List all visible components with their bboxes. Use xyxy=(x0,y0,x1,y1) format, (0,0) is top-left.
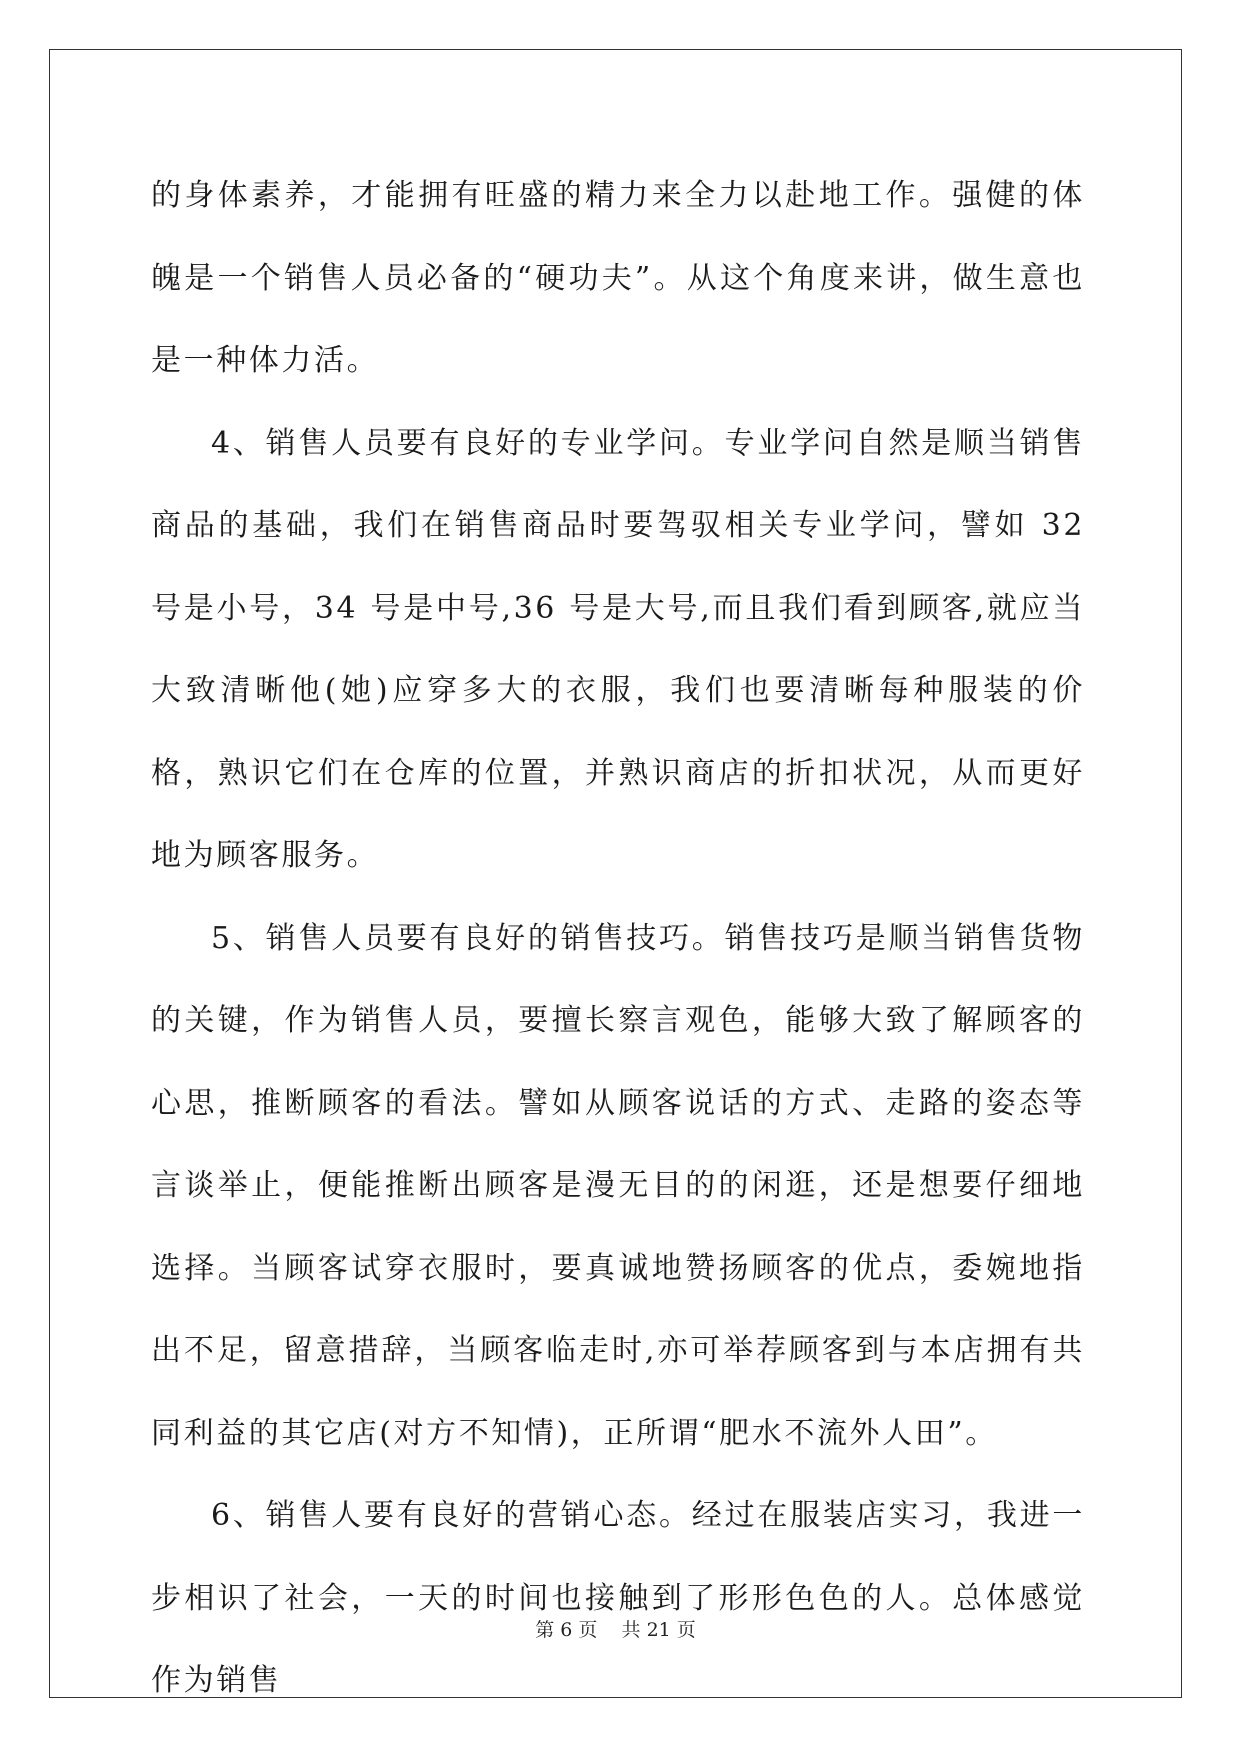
paragraph: 4、销售人员要有良好的专业学问。专业学问自然是顺当销售商品的基础，我们在销售商品时要驾驭相关专业学问，譬如 32 号是小号，34 号是中号,36 号是大号,而且我们看到顾客,就应当大致清晰他(她)应穿多大的衣服，我们也要清晰每种服装的价格，熟识它们在仓库的位置，并熟识商店的折扣状况，从而更好地为顾客服务。 xyxy=(151,425,1085,873)
paragraph: 5、销售人员要有良好的销售技巧。销售技巧是顺当销售货物的关键，作为销售人员，要擅长察言观色，能够大致了解顾客的心思，推断顾客的看法。譬如从顾客说话的方式、走路的姿态等言谈举止，便能推断出顾客是漫无目的的闲逛，还是想要仔细地选择。当顾客试穿衣服时，要真诚地赞扬顾客的优点，委婉地指出不足，留意措辞，当顾客临走时,亦可举荐顾客到与本店拥有共同利益的其它店(对方不知情)，正所谓“肥水不流外人田”。 xyxy=(151,920,1085,1451)
page-number-footer: 第 6 页 共 21 页 xyxy=(535,1619,696,1641)
paragraph: 6、销售人要有良好的营销心态。经过在服装店实习，我进一步相识了社会，一天的时间也接触到了形形色色的人。总体感觉作为销售 xyxy=(151,1498,1085,1698)
document-body xyxy=(151,155,1085,1723)
paragraph: 的身体素养，才能拥有旺盛的精力来全力以赴地工作。强健的体魄是一个销售人员必备的“硬功夫”。从这个角度来讲，做生意也是一种体力活。 xyxy=(151,178,1085,378)
